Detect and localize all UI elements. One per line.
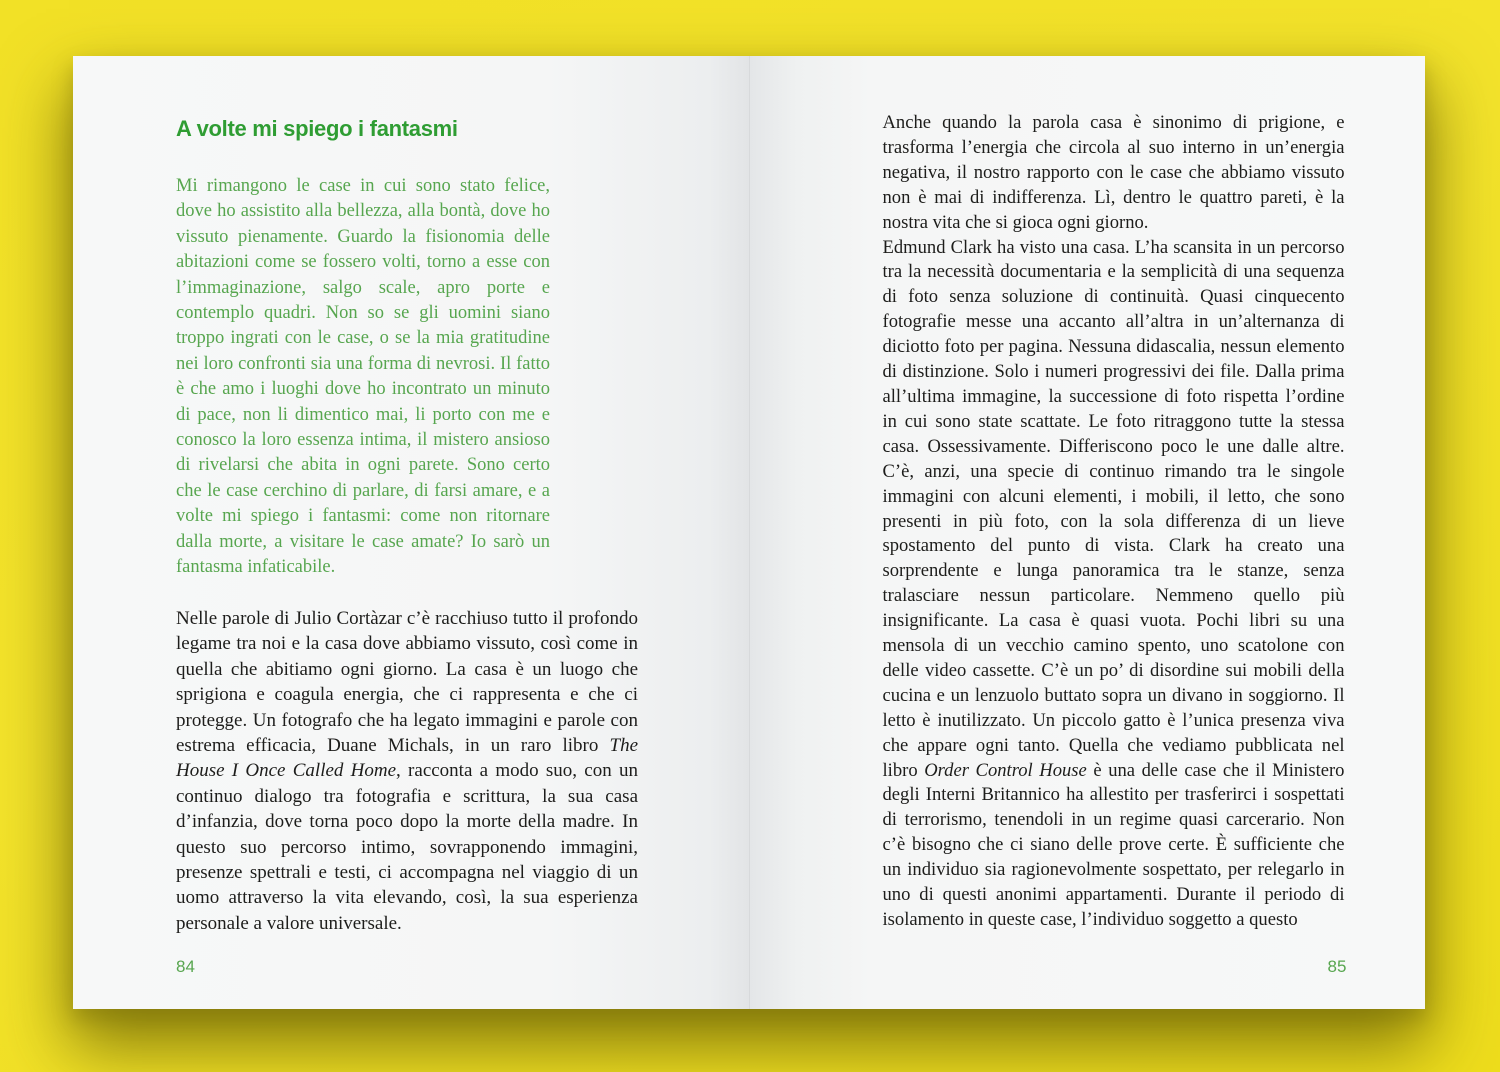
chapter-title: A volte mi spiego i fantasmi [176,116,458,141]
right-body-text-after: è una delle case che il Ministero degli Interni Britannico ha allestito per trasferirci i sospettati di terrorismo, tenendoli in un regime quasi carcerario. Non c’è bisogno che ci siano delle prove certe. È sufficiente che un individuo sia ragionevolmente sospettato, per relegarlo in uno di questi anonimi appartamenti. Durante il periodo di isolamento in queste case, l’individuo soggetto a questo [882,759,1345,930]
book-title-italic: The House I Once Called Home [176,735,638,782]
right-text-column [883,111,1345,933]
opening-quote: Mi rimangono le case in cui sono stato felice, dove ho assistito alla bellezza, alla bontà, dove ho vissuto pienamente. Guardo la fisionomia delle abitazioni come se fossero volti, torno a esse con l’immaginazione, salgo scale, apro porte e contemplo quadri. Non so se gli uomini siano troppo ingrati con le case, o se la mia gratitudine nei loro confronti sia una forma di nevrosi. Il fatto è che amo i luoghi dove ho incontrato un minuto di pace, non li dimentico mai, li porto con me e conosco la loro essenza intima, il mistero ansioso di rivelarsi che abita in ogni parete. Sono certo che le case cerchino di parlare, di farsi amare, e a volte mi spiego i fantasmi: come non ritornare dalla morte, a visitare le case amate? Io sarò un fantasma infaticabile. [176,176,550,578]
page-left [73,56,750,1009]
right-body-text-before: Edmund Clark ha visto una casa. L’ha scansita in un percorso tra la necessità documentaria e la semplicità di una sequenza di foto senza soluzione di continuità. Quasi cinquecento fotografie messe una accanto all’altra in un’alternanza di diciotto foto per pagina. Nessuna didascalia, nessun elemento di distinzione. Solo i numeri progressivi dei file. Dalla prima all’ultima immagine, la successione di foto rispetta l’ordine in cui sono state scattate. Le foto ritraggono tutte la stessa casa. Ossessivamente. Differiscono poco le une dalle altre. C’è, anzi, una specie di continuo rimando tra le singole immagini con alcuni elementi, i mobili, il letto, che sono presenti in più foto, con la sola differenza di un lieve spostamento del punto di vista. Clark ha creato una sorprendente e lunga panoramica tra le stanze, senza tralasciare nessun particolare. Nemmeno quello più insignificante. La casa è quasi vuota. Pochi libri su una mensola di un vecchio camino spento, uno scatolone con delle video cassette. C’è un po’ di disordine sui mobili della cucina e un lenzuolo buttato sopra un divano in soggiorno. Il letto è inutilizzato. Un piccolo gatto è l’unica presenza viva che appare ogni tanto. Quella che vediamo pubblicata nel libro [882,236,1345,781]
page-number-left: 84 [176,957,195,976]
book-title-italic-2: Order Control House [924,759,1087,781]
book-spread [73,56,1425,1009]
right-paragraph-1: Anche quando la parola casa è sinonimo di prigione, e trasforma l’energia che circola al suo interno in un’energia negativa, il nostro rapporto con le case che abbiamo vissuto non è mai di indifferenza. Lì, dentro le quattro pareti, è la nostra vita che si gioca ogni giorno. [882,112,1345,233]
page-number-right: 85 [1327,957,1347,976]
left-body-text-after: , racconta a modo suo, con un continuo dialogo tra fotografia e scrittura, la sua casa d’infanzia, dove torna poco dopo la morte della madre. In questo suo percorso intimo, sovrapponendo immagini, presenze spettrali e testi, ci accompagna nel viaggio di un uomo attraverso la vita elevando, così, la sua esperienza personale a valore universale. [176,760,638,934]
left-body-paragraph [176,606,638,936]
page-right [750,56,1426,1009]
left-body-text-before: Nelle parole di Julio Cortàzar c’è racchiuso tutto il profondo legame tra noi e la casa dove abbiamo vissuto, così come in quella che abitiamo ogni giorno. La casa è un luogo che sprigiona e coagula energia, che ci rappresenta e che ci protegge. Un fotografo che ha legato immagini e parole con estrema efficacia, Duane Michals, in un raro libro [176,608,638,757]
right-paragraph-2 [883,236,1345,933]
